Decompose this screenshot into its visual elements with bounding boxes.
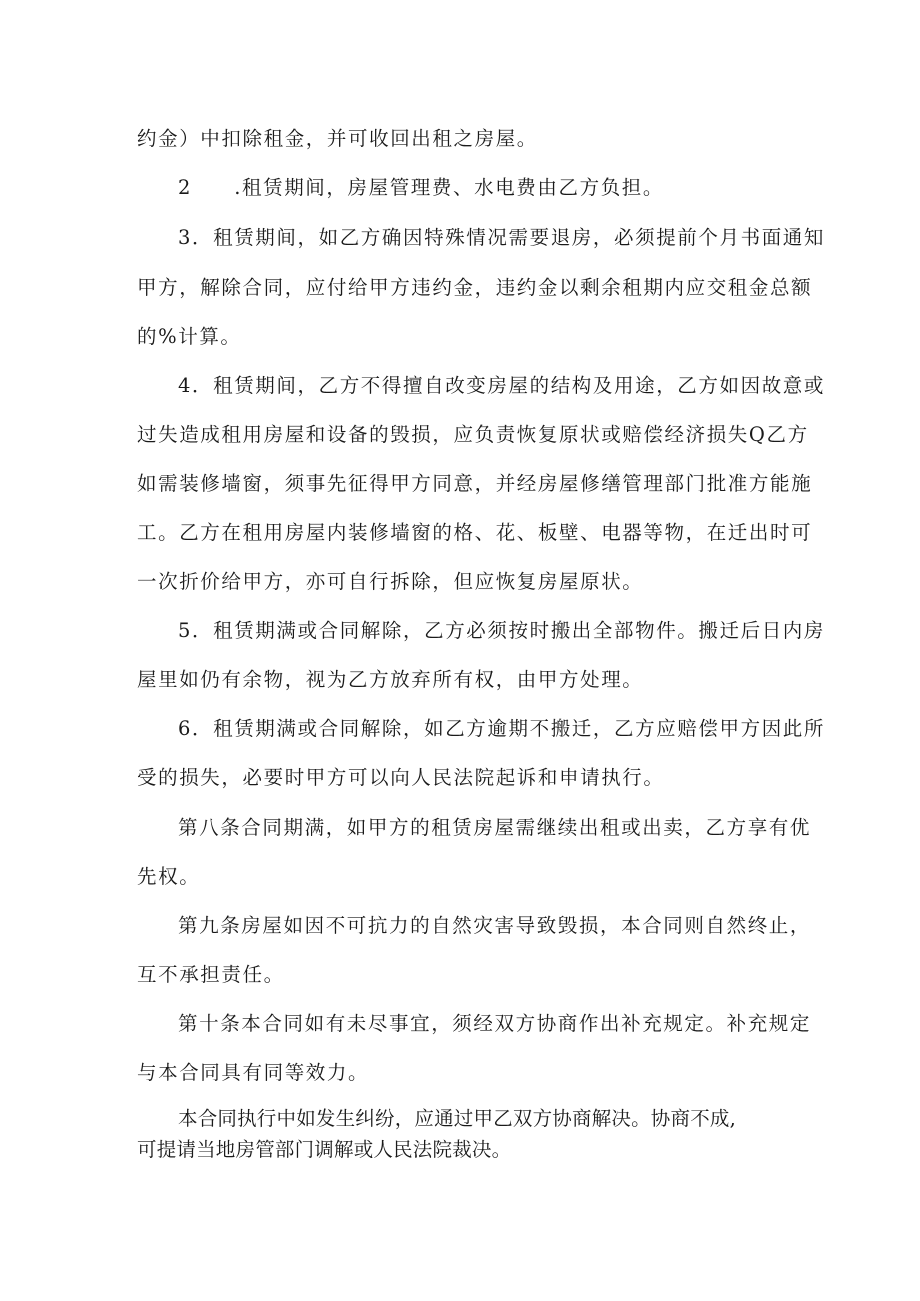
text-line: 可提请当地房管部门调解或人民法院裁决。	[137, 1138, 512, 1161]
text-line: 第十条本合同如有未尽事宜，须经双方协商作出补充规定。补充规定	[178, 1012, 812, 1035]
text-line: 与本合同具有同等效力。	[137, 1061, 370, 1084]
text-line: 的%计算。	[137, 325, 242, 348]
text-line: 一次折价给甲方，亦可自行拆除，但应恢复房屋原状。	[137, 570, 644, 593]
text-line: 本合同执行中如发生纠纷，应通过甲乙双方协商解决。协商不成,	[178, 1107, 736, 1130]
text-line: 屋里如仍有余物，视为乙方放弃所有权，由甲方处理。	[137, 668, 644, 691]
text-line: 5．租赁期满或合同解除，乙方必须按时搬出全部物件。搬迁后日内房	[178, 619, 826, 642]
text-line: 3．租赁期间，如乙方确因特殊情况需要退房，必须提前个月书面通知	[178, 226, 826, 249]
text-line: 工。乙方在租用房屋内装修墙窗的格、花、板壁、电器等物，在迁出时可	[137, 521, 813, 544]
text-line: 2 .租赁期间，房屋管理费、水电费由乙方负担。	[178, 176, 665, 199]
text-line: 4．租赁期间，乙方不得擅自改变房屋的结构及用途，乙方如因故意或	[178, 374, 826, 397]
text-line: 甲方，解除合同，应付给甲方违约金，违约金以剩余租期内应交租金总额	[137, 276, 813, 299]
text-line: 第九条房屋如因不可抗力的自然灾害导致毁损，本合同则自然终止，	[178, 914, 812, 937]
text-line: 互不承担责任。	[137, 963, 285, 986]
text-line: 过失造成租用房屋和设备的毁损，应负责恢复原状或赔偿经济损失Q乙方	[137, 423, 809, 446]
text-line: 如需装修墙窗，须事先征得甲方同意，并经房屋修缮管理部门批准方能施	[137, 472, 813, 495]
text-line: 6．租赁期满或合同解除，如乙方逾期不搬迁，乙方应赔偿甲方因此所	[178, 717, 826, 740]
text-line: 先权。	[137, 865, 201, 888]
text-line: 第八条合同期满，如甲方的租赁房屋需继续出租或出卖，乙方享有优	[178, 816, 812, 839]
text-line: 受的损失，必要时甲方可以向人民法院起诉和申请执行。	[137, 766, 665, 789]
text-line: 约金）中扣除租金，并可收回出租之房屋。	[137, 127, 538, 150]
